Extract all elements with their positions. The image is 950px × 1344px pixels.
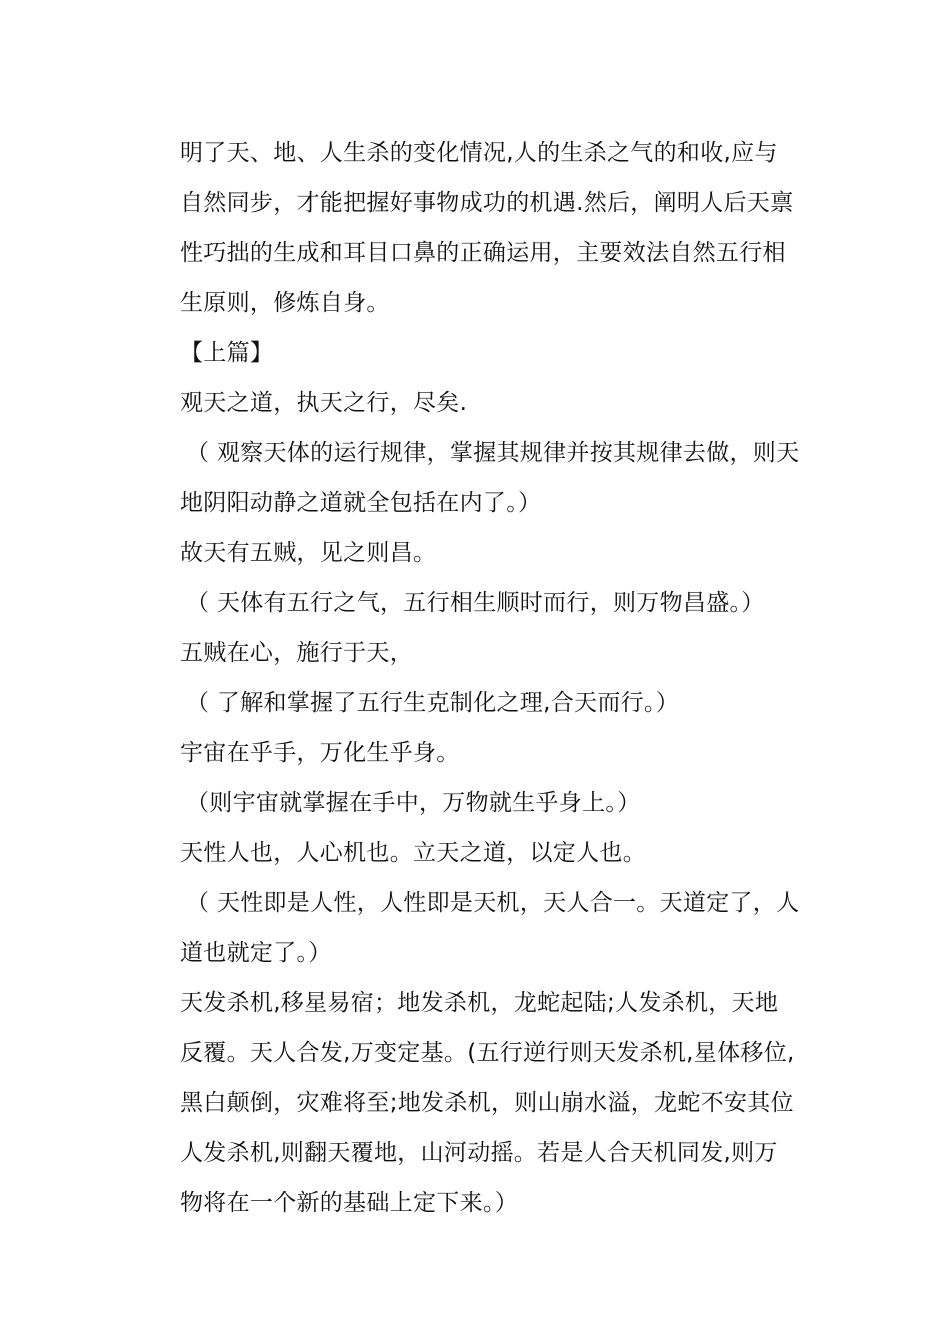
text-line: 性巧拙的生成和耳目口鼻的正确运用，主要效法自然五行相 xyxy=(180,240,786,266)
text-line: 故天有五贼，见之则昌。 xyxy=(180,540,437,566)
text-line: 五贼在心，施行于天， xyxy=(180,640,413,666)
document-page xyxy=(180,128,800,1228)
annotation-line: （则宇宙就掌握在手中，万物就生乎身上。） xyxy=(186,790,641,816)
annotation-line: （ 观察天体的运行规律，掌握其规律并按其规律去做，则天 xyxy=(186,440,800,466)
text-line: 明了天、地、人生杀的变化情况,人的生杀之气的和收,应与 xyxy=(180,140,778,166)
text-line: 天性人也，人心机也。立天之道，以定人也。 xyxy=(180,840,646,866)
section-heading: 【上篇】 xyxy=(180,340,274,366)
annotation-line: （ 天性即是人性，人性即是天机，天人合一。天道定了，人 xyxy=(186,890,800,916)
annotation-line: 道也就定了。） xyxy=(180,940,332,966)
text-line: 人发杀机,则翻天覆地，山河动摇。若是人合天机同发,则万 xyxy=(180,1140,778,1166)
annotation-line: （ 了解和掌握了五行生克制化之理,合天而行。） xyxy=(186,690,680,716)
text-line: 观天之道，执天之行，尽矣. xyxy=(180,390,468,416)
annotation-line: 地阴阳动静之道就全包括在内了。） xyxy=(180,490,542,516)
text-line: 物将在一个新的基础上定下来。） xyxy=(180,1190,518,1216)
text-line: 天发杀机,移星易宿；地发杀机，龙蛇起陆;人发杀机，天地 xyxy=(180,990,779,1016)
text-line: 黑白颠倒，灾难将至;地发杀机，则山崩水溢，龙蛇不安其位 xyxy=(180,1090,794,1116)
annotation-line: （ 天体有五行之气，五行相生顺时而行，则万物昌盛。） xyxy=(186,590,765,616)
text-line: 宇宙在乎手，万化生乎身。 xyxy=(180,740,460,766)
text-line: 反覆。天人合发,万变定基。(五行逆行则天发杀机,星体移位, xyxy=(180,1040,795,1066)
text-line: 自然同步，才能把握好事物成功的机遇.然后，阐明人后天禀 xyxy=(180,190,794,216)
text-line: 生原则，修炼自身。 xyxy=(180,290,390,316)
